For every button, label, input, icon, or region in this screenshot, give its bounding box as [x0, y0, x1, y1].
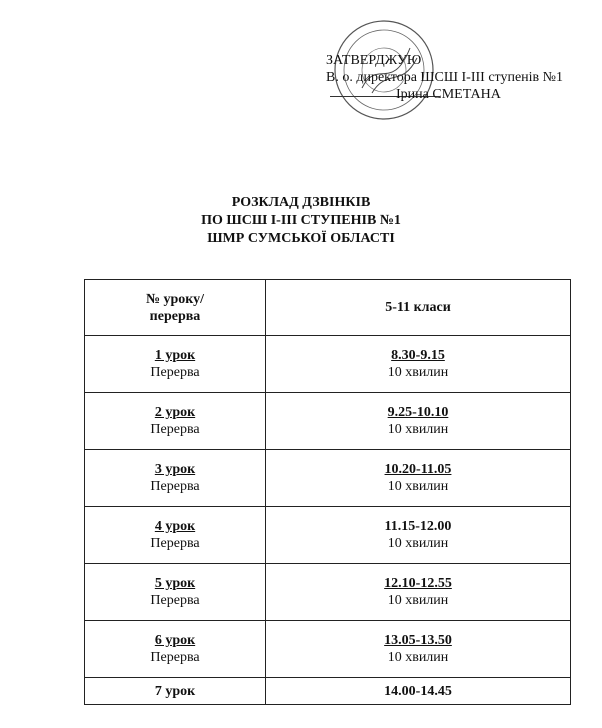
header-lesson-line1: № уроку/ [145, 291, 205, 307]
lesson-cell: 7 урок [85, 678, 266, 705]
break-label: Перерва [150, 593, 200, 608]
header-lesson-cell [85, 280, 266, 336]
lesson-time: 12.10-12.55 [384, 576, 452, 591]
approval-heading: ЗАТВЕРДЖУЮ [326, 53, 422, 68]
time-cell [266, 507, 571, 564]
time-cell [266, 336, 571, 393]
break-length: 10 хвилин [387, 593, 449, 608]
lesson-label: 2 урок [154, 405, 196, 420]
lesson-cell [85, 336, 266, 393]
lesson-label: 4 урок [154, 519, 196, 534]
break-label: Перерва [150, 479, 200, 494]
break-label: Перерва [150, 536, 200, 551]
break-length: 10 хвилин [387, 365, 449, 380]
table-row [85, 393, 571, 450]
lesson-time: 11.15-12.00 [384, 519, 452, 534]
lesson-label: 1 урок [154, 348, 196, 363]
lesson-label: 5 урок [154, 576, 196, 591]
page-title [0, 194, 602, 248]
break-length: 10 хвилин [387, 650, 449, 665]
time-cell: 14.00-14.45 [266, 678, 571, 705]
time-cell [266, 450, 571, 507]
break-label: Перерва [150, 650, 200, 665]
lesson-cell [85, 450, 266, 507]
title-line-1: РОЗКЛАД ДЗВІНКІВ [231, 195, 371, 210]
title-line-2: ПО ШСШ І-ІІІ СТУПЕНІВ №1 [201, 213, 401, 228]
break-length: 10 хвилин [387, 479, 449, 494]
table-header-row [85, 280, 571, 336]
table-row-last [85, 678, 571, 705]
approval-name: Ірина СМЕТАНА [396, 87, 501, 102]
break-label: Перерва [150, 365, 200, 380]
break-length: 10 хвилин [387, 536, 449, 551]
time-cell [266, 393, 571, 450]
lesson-cell [85, 507, 266, 564]
approval-block [326, 52, 563, 103]
lesson-label: 6 урок [154, 633, 196, 648]
table-row [85, 336, 571, 393]
title-line-3: ШМР СУМСЬКОЇ ОБЛАСТІ [207, 231, 395, 246]
lesson-label: 3 урок [154, 462, 196, 477]
lesson-time: 10.20-11.05 [384, 462, 452, 477]
approval-position: В. о. директора ШСШ І-ІІІ ступенів №1 [326, 70, 564, 85]
table-row [85, 564, 571, 621]
table-row [85, 450, 571, 507]
break-label: Перерва [150, 422, 200, 437]
header-lesson-line2: перерва [149, 308, 201, 324]
time-cell [266, 621, 571, 678]
lesson-cell [85, 564, 266, 621]
lesson-cell [85, 621, 266, 678]
lesson-time: 8.30-9.15 [391, 348, 445, 363]
break-length: 10 хвилин [387, 422, 449, 437]
time-cell [266, 564, 571, 621]
lesson-cell [85, 393, 266, 450]
lesson-time: 13.05-13.50 [384, 633, 452, 648]
header-classes-cell: 5-11 класи [266, 280, 571, 336]
lesson-time: 9.25-10.10 [387, 405, 449, 420]
table-row [85, 507, 571, 564]
table-row [85, 621, 571, 678]
bell-schedule-table [84, 279, 571, 705]
